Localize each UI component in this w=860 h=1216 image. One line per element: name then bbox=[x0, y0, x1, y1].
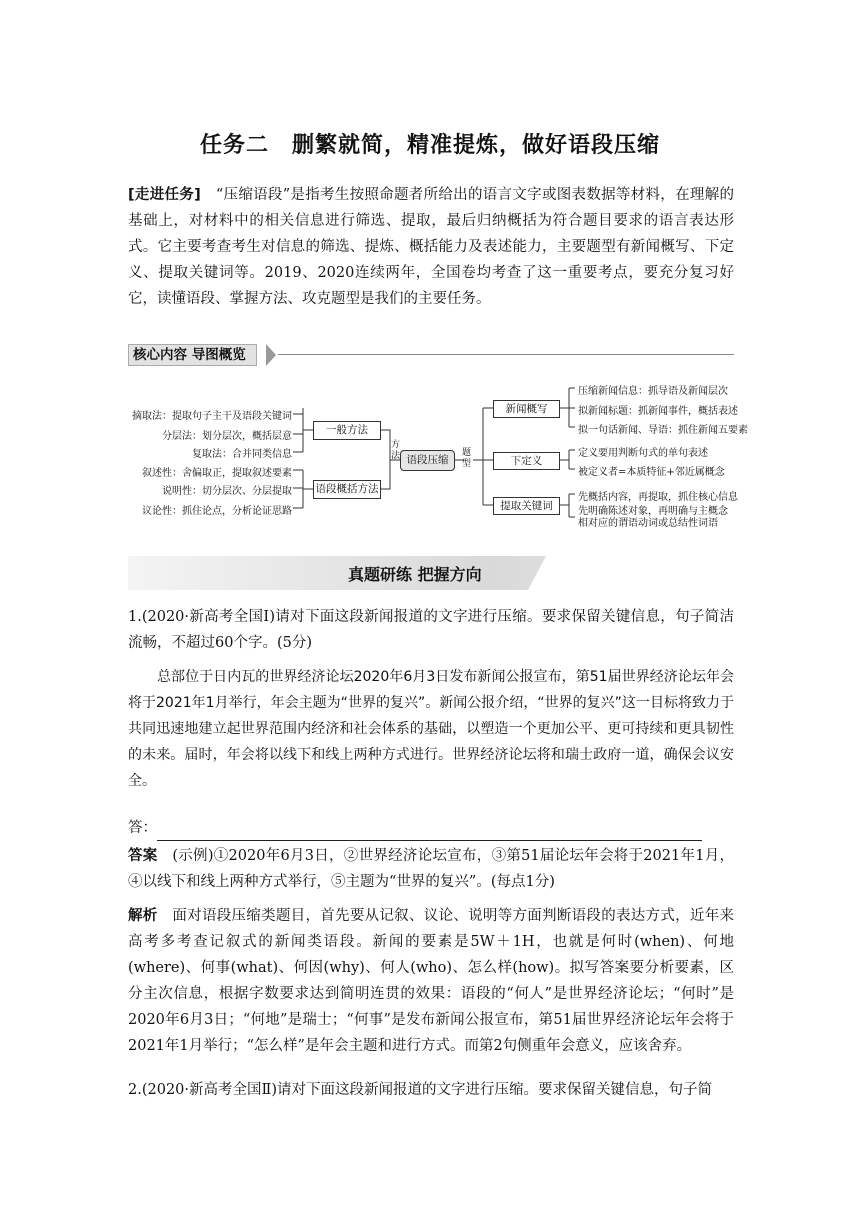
answer-paragraph bbox=[128, 843, 734, 895]
type-item: 压缩新闻信息：抓导语及新闻层次 bbox=[578, 386, 728, 397]
section-header-practice bbox=[128, 556, 734, 590]
method-item: 叙述性：舍偏取正，提取叙述要素 bbox=[142, 468, 292, 479]
question-2-stem: 2.(2020·新高考全国Ⅱ)请对下面这段新闻报道的文字进行压缩。要求保留关键信息，句子简 bbox=[128, 1082, 713, 1098]
label-type: 题型 bbox=[462, 448, 472, 469]
section-label: 真题研练 把握方向 bbox=[348, 565, 482, 584]
intro-paragraph bbox=[128, 182, 734, 312]
label-method: 方法 bbox=[391, 440, 401, 461]
method-box-general: 一般方法 bbox=[313, 421, 381, 440]
answer-blank bbox=[157, 826, 702, 841]
analysis-tag: 解析 bbox=[128, 908, 158, 924]
method-item: 复取法：合并同类信息 bbox=[192, 449, 292, 460]
page-title: 任务二 删繁就简，精准提炼，做好语段压缩 bbox=[199, 133, 660, 158]
question-1-stem: 1.(2020·新高考全国Ⅰ)请对下面这段新闻报道的文字进行压缩。要求保留关键信息，句子简洁流畅，不超过60个字。(5分) bbox=[128, 609, 734, 651]
section-label: 核心内容 导图概览 bbox=[128, 344, 257, 366]
section-band-blank bbox=[546, 556, 734, 590]
method-box-summary: 语段概括方法 bbox=[313, 480, 381, 499]
type-item: 定义要用判断句式的单句表述 bbox=[578, 448, 708, 459]
answer-text: (示例)①2020年6月3日，②世界经济论坛宣布，③第51届论坛年会将于2021年1月，④以线下和线上两种方式举行，⑤主题为“世界的复兴”。(每点1分) bbox=[128, 848, 735, 890]
type-box-definition: 下定义 bbox=[493, 452, 560, 470]
method-item: 议论性：抓住论点，分析论证思路 bbox=[142, 506, 292, 517]
section-arrow bbox=[266, 344, 276, 366]
type-box-news: 新闻概写 bbox=[493, 400, 560, 418]
intro-text: “压缩语段”是指考生按照命题者所给出的语言文字或图表数据等材料，在理解的基础上，对材料中的相关信息进行筛选、提取，最后归纳概括为符合题目要求的语言表达形式。它主要考查考生对信息的筛选、提炼、概括能力及表述能力，主要题型有新闻概写、下定义、提取关键词等。2019、2020连续两年，全国卷均考查了这一重要考点，要充分复习好它，读懂语段、掌握方法、攻克题型是我们的主要任务。 bbox=[128, 187, 734, 307]
analysis-text: 面对语段压缩类题目，首先要从记叙、议论、说明等方面判断语段的表达方式，近年来高考多考查记叙式的新闻类语段。新闻的要素是5W＋1H，也就是何时(when)、何地(where)、何事(what)、何因(why)、何人(who)、怎么样(how)。拟写答案要分析要素，区分主次信息，根据字数要求达到简明连贯的效果：语段的“何人”是世界经济论坛；“何时”是2020年6月3日；“何地”是瑞士；“何事”是发布新闻公报宣布，第51届世界经济论坛年会将于2021年1月举行；“怎么样”是年会主题和进行方式。而第2句侧重年会意义，应该舍弃。 bbox=[128, 908, 734, 1054]
method-item: 说明性：切分层次、分层提取 bbox=[162, 486, 292, 497]
analysis-paragraph bbox=[128, 903, 734, 1059]
type-item: 被定义者=本质特征+邻近属概念 bbox=[578, 467, 725, 478]
section-rule bbox=[278, 354, 734, 355]
section-band-cut bbox=[528, 556, 546, 590]
type-item: 先概括内容，再提取，抓住核心信息 bbox=[578, 492, 738, 503]
method-item: 摘取法：提取句子主干及语段关键词 bbox=[132, 411, 292, 422]
mind-map bbox=[128, 372, 748, 542]
answer-line bbox=[128, 815, 734, 841]
type-box-keywords: 提取关键词 bbox=[493, 497, 560, 515]
intro-tag: [走进任务] bbox=[128, 187, 201, 203]
section-header-overview bbox=[128, 344, 734, 366]
method-item: 分层法：划分层次，概括层意 bbox=[162, 431, 292, 442]
type-item: 拟新闻标题：抓新闻事件，概括表述 bbox=[578, 406, 738, 417]
type-item: 拟一句话新闻、导语：抓住新闻五要素 bbox=[578, 425, 748, 436]
type-item: 先明确陈述对象，再明确与主概念相对应的谓语动词或总结性词语 bbox=[578, 506, 728, 529]
center-node: 语段压缩 bbox=[400, 450, 455, 471]
answer-prompt: 答： bbox=[128, 820, 157, 836]
question-1-passage: 总部位于日内瓦的世界经济论坛2020年6月3日发布新闻公报宣布，第51届世界经济论坛年会将于2021年1月举行，年会主题为“世界的复兴”。新闻公报介绍，“世界的复兴”这一目标将致力于共同迅速地建立起世界范围内经济和社会体系的基础，以塑造一个更加公平、更可持续和更具韧性的未来。届时，年会将以线下和线上两种方式进行。世界经济论坛将和瑞士政府一道，确保会议安全。 bbox=[128, 669, 734, 789]
answer-tag: 答案 bbox=[128, 848, 158, 864]
